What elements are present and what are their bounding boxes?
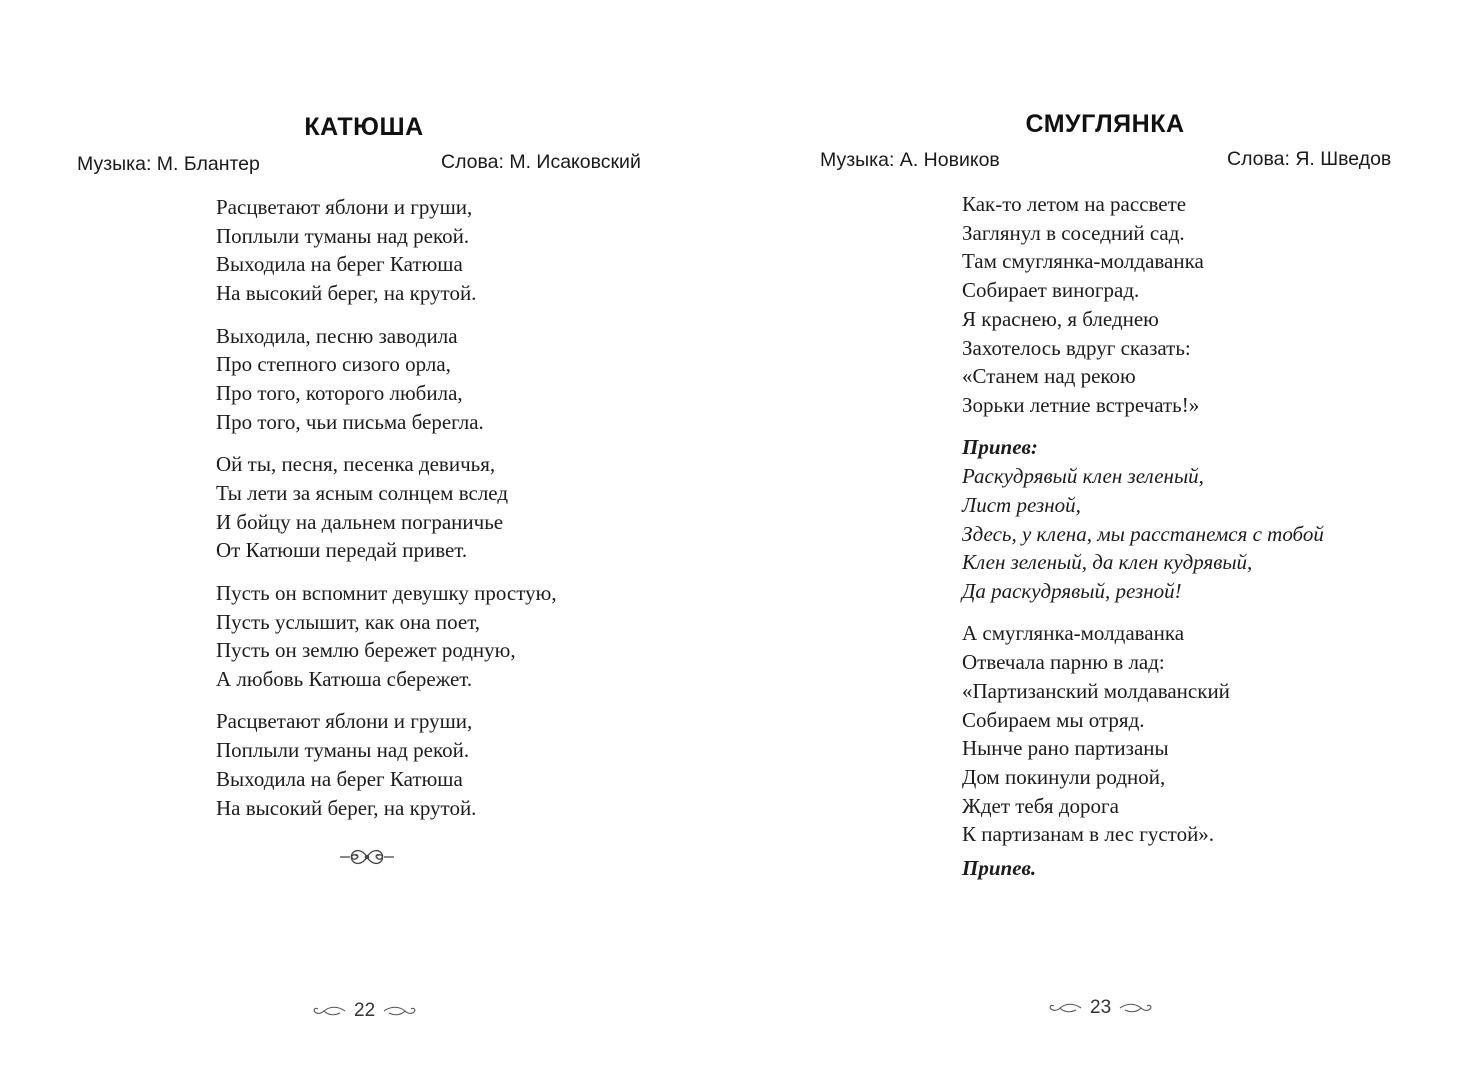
verse-1	[962, 190, 1324, 420]
lyric-line: Пусть услышит, как она поет,	[216, 609, 481, 634]
lyric-line: На высокий берег, на крутой.	[216, 795, 477, 820]
lyric-line: Зорьки летние встречать!»	[962, 392, 1200, 417]
lyric-line: Заглянул в соседний сад.	[962, 220, 1185, 245]
lyric-line: Расцветают яблони и груши,	[216, 195, 473, 219]
lyric-line: Про того, которого любила,	[216, 381, 463, 406]
music-credit: Музыка: М. Блантер	[77, 153, 260, 175]
lyric-line: Поплыли туманы над рекой.	[216, 738, 470, 763]
lyric-line: На высокий берег, на крутой.	[216, 281, 477, 306]
stanza-4	[216, 579, 557, 694]
lyric-line: Раскудрявый клен зеленый,	[962, 464, 1204, 489]
lyric-line: Нынче рано партизаны	[962, 736, 1169, 761]
lyrics-credit: Слова: М. Исаковский	[441, 151, 641, 173]
lyric-line: Поплыли туманы над рекой.	[216, 223, 470, 248]
stanza-2	[216, 322, 557, 437]
lyric-line: Здесь, у клена, мы расстанемся с тобой	[962, 521, 1324, 546]
chorus-reference: Припев.	[962, 856, 1037, 880]
page-footer	[1048, 997, 1153, 1019]
page-footer	[312, 1000, 417, 1022]
page-number: 23	[1090, 997, 1112, 1018]
swirl-right-icon	[1119, 1001, 1153, 1015]
lyric-line: Дом покинули родной,	[962, 764, 1166, 789]
stanza-1	[216, 193, 557, 308]
lyric-line: Ты лети за ясным солнцем вслед	[216, 480, 509, 505]
lyric-line: Про того, чьи письма берегла.	[216, 409, 484, 434]
swirl-left-icon	[1048, 1001, 1082, 1015]
lyric-line: Захотелось вдруг сказать:	[962, 335, 1191, 360]
song-title: КАТЮША	[304, 113, 424, 141]
lyric-line: А любовь Катюша сбережет.	[216, 666, 473, 691]
lyric-line: Выходила, песню заводила	[216, 323, 458, 348]
lyric-line: Пусть он вспомнит девушку простую,	[216, 580, 557, 605]
lyrics-block	[216, 193, 557, 836]
lyric-line: Я краснею, я бледнею	[962, 306, 1159, 331]
swirl-right-icon	[383, 1004, 417, 1018]
chorus-label: Припев:	[962, 435, 1038, 460]
lyric-line: Про степного сизого орла,	[216, 352, 451, 377]
lyric-line: Отвечала парню в лад:	[962, 650, 1165, 675]
page-number: 22	[354, 1000, 376, 1021]
lyric-line: Пусть он землю бережет родную,	[216, 638, 516, 663]
flourish-ornament-icon	[338, 846, 396, 873]
lyrics-credit: Слова: Я. Шведов	[1227, 148, 1392, 170]
lyric-line: Как-то летом на рассвете	[962, 192, 1187, 216]
lyric-line: Собираем мы отряд.	[962, 707, 1145, 732]
lyric-line: К партизанам в лес густой».	[962, 822, 1215, 847]
verse-2	[962, 619, 1324, 849]
song-title: СМУГЛЯНКА	[1025, 110, 1185, 138]
lyric-line: Выходила на берег Катюша	[216, 252, 463, 277]
music-credit: Музыка: А. Новиков	[820, 149, 1000, 171]
lyric-line: А смуглянка-молдаванка	[962, 621, 1185, 646]
swirl-left-icon	[312, 1004, 346, 1018]
lyric-line: Ждет тебя дорога	[962, 793, 1119, 818]
lyric-line: «Станем над рекою	[962, 364, 1136, 389]
chorus	[962, 433, 1324, 605]
lyric-line: Ой ты, песня, песенка девичья,	[216, 452, 496, 477]
lyric-line: Клен зеленый, да клен кудрявый,	[962, 550, 1253, 575]
lyrics-block	[962, 190, 1324, 863]
lyric-line: «Партизанский молдаванский	[962, 678, 1230, 703]
lyric-line: Собирает виноград.	[962, 278, 1140, 303]
lyric-line: Выходила на берег Катюша	[216, 766, 463, 791]
lyric-line: Там смуглянка-молдаванка	[962, 249, 1204, 274]
lyric-line: Лист резной,	[962, 492, 1081, 517]
lyric-line: И бойцу на дальнем пограничье	[216, 509, 504, 534]
lyric-line: Да раскудрявый, резной!	[962, 578, 1182, 603]
stanza-5	[216, 707, 557, 822]
right-page	[731, 0, 1462, 1080]
stanza-3	[216, 450, 557, 565]
lyric-line: От Катюши передай привет.	[216, 538, 468, 563]
lyric-line: Расцветают яблони и груши,	[216, 709, 473, 734]
